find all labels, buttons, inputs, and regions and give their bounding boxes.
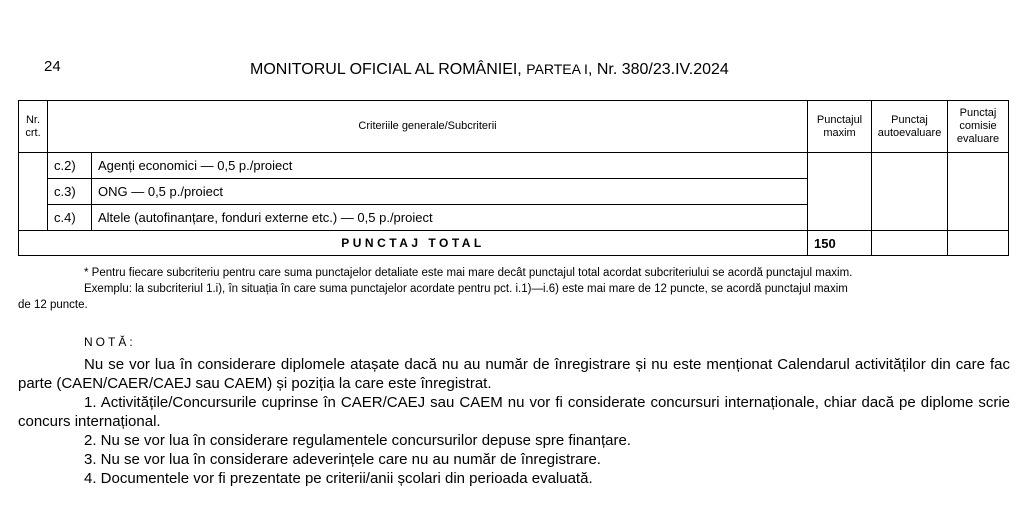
page-header-title bbox=[250, 61, 729, 79]
subcriterion-text: ONG — 0,5 p./proiect bbox=[92, 179, 808, 205]
table-row bbox=[19, 153, 1009, 179]
footnote-line: de 12 puncte. bbox=[18, 299, 88, 311]
subcriterion-text: Altele (autofinanțare, fonduri externe etc.) — 0,5 p./proiect bbox=[92, 205, 808, 231]
subcriterion-id: c.4) bbox=[48, 205, 92, 231]
total-comisie-cell bbox=[948, 231, 1009, 256]
total-autoevaluare-cell bbox=[872, 231, 948, 256]
header-punctaj-maxim: Punctajul maxim bbox=[808, 101, 872, 153]
punctaj-maxim-cell bbox=[808, 153, 872, 231]
subcriterion-id: c.3) bbox=[48, 179, 92, 205]
autoevaluare-cell bbox=[872, 153, 948, 231]
title-rest: , Nr. 380/23.IV.2024 bbox=[587, 61, 729, 78]
title-part: PARTEA I bbox=[526, 61, 588, 77]
subcriterion-id: c.2) bbox=[48, 153, 92, 179]
table-header-row bbox=[19, 101, 1009, 153]
footnote-line: Exemplu: la subcriteriul 1.i), în situația în care suma punctajelor acordate pentru pct. i.1)—i.6) este mai mare de 12 puncte, se acordă punctajul maxim bbox=[84, 283, 848, 295]
nota-body bbox=[18, 355, 1010, 488]
total-row bbox=[19, 231, 1009, 256]
page-number: 24 bbox=[44, 58, 61, 75]
nota-paragraph: 1. Activitățile/Concursurile cuprinse în CAER/CAEJ sau CAEM nu vor fi considerate concursuri internaționale, chiar dacă pe diplome scrie concurs internațional. bbox=[18, 394, 1010, 430]
nota-paragraph: Nu se vor lua în considerare diplomele atașate dacă nu au număr de înregistrare și nu este menționat Calendarul activităților din care fac parte (CAEN/CAER/CAEJ sau CAEM) și poziția la care este înregistrat. bbox=[18, 356, 1010, 392]
header-punctaj-comisie: Punctaj comisie evaluare bbox=[948, 101, 1009, 153]
nota-title: NOTĂ: bbox=[84, 335, 136, 349]
header-criterii: Criteriile generale/Subcriterii bbox=[48, 101, 808, 153]
footnote-line: * Pentru fiecare subcriteriu pentru care suma punctajelor detaliate este mai mare decât punctajul total acordat subcriteriului se acordă punctajul maxim. bbox=[84, 267, 853, 279]
nota-paragraph: 4. Documentele vor fi prezentate pe criterii/anii școlari din perioada evaluată. bbox=[84, 470, 593, 487]
title-main: MONITORUL OFICIAL AL ROMÂNIEI, bbox=[250, 61, 527, 78]
header-nr-crt: Nr. crt. bbox=[19, 101, 48, 153]
header-punctaj-autoevaluare: Punctaj autoevaluare bbox=[872, 101, 948, 153]
nota-paragraph: 2. Nu se vor lua în considerare regulamentele concursurilor depuse spre finanțare. bbox=[84, 432, 631, 449]
subcriterion-text: Agenți economici — 0,5 p./proiect bbox=[92, 153, 808, 179]
comisie-cell bbox=[948, 153, 1009, 231]
footnote bbox=[18, 265, 1008, 313]
criteria-table bbox=[18, 100, 1009, 256]
total-label: PUNCTAJ TOTAL bbox=[19, 231, 808, 256]
nota-paragraph: 3. Nu se vor lua în considerare adeverințele care nu au număr de înregistrare. bbox=[84, 451, 601, 468]
total-value: 150 bbox=[808, 231, 872, 256]
nr-cell-empty bbox=[19, 153, 48, 231]
